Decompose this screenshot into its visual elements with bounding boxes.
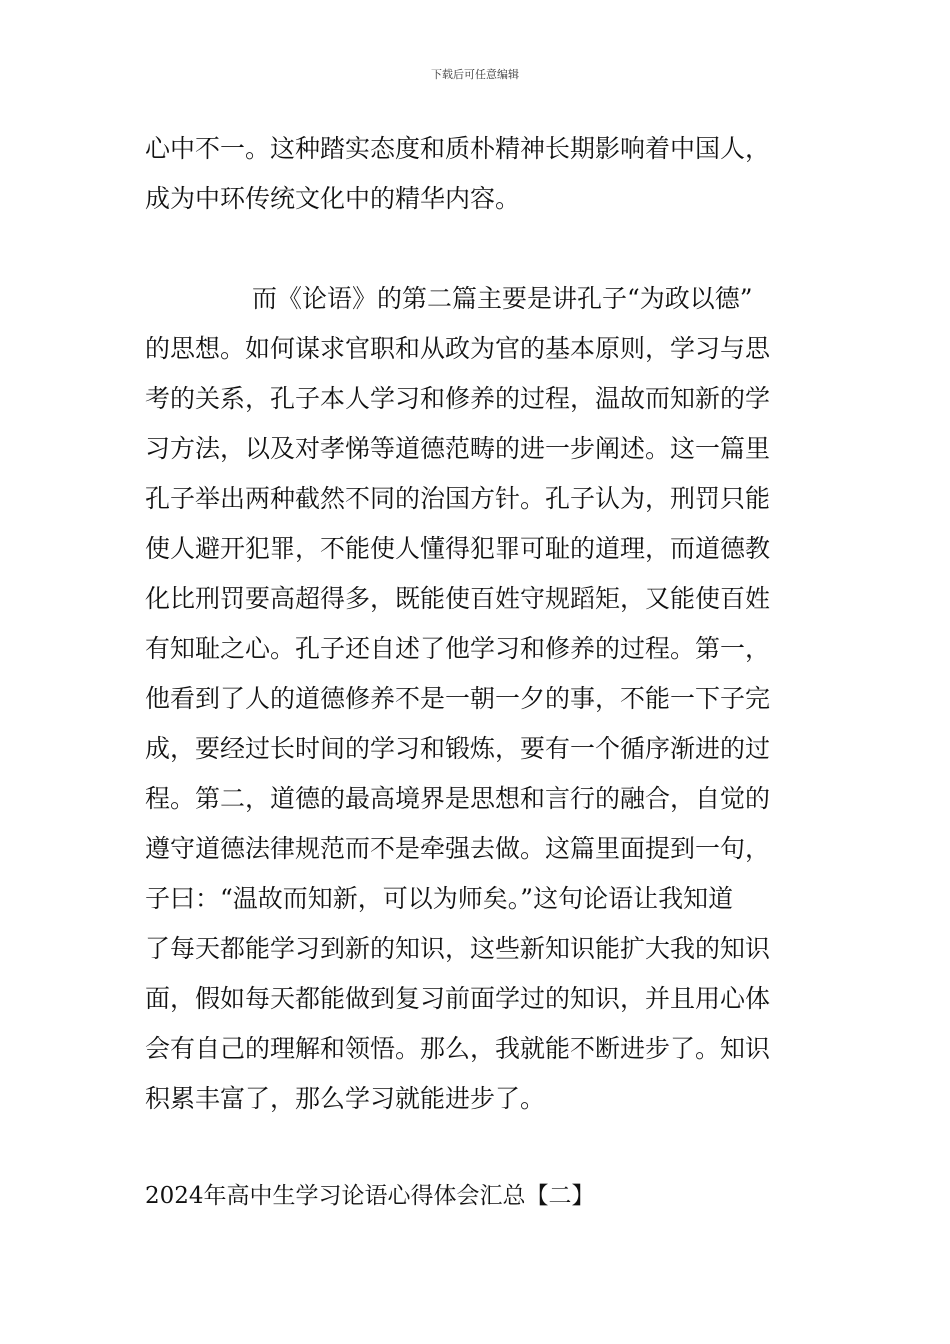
text-line: 成，要经过长时间的学习和锻炼，要有一个循序渐进的过: [145, 734, 771, 763]
text-line: 他看到了人的道德修养不是一朝一夕的事，不能一下子完: [145, 684, 771, 713]
text-line: 考的关系，孔子本人学习和修养的过程，温故而知新的学: [145, 384, 771, 413]
text-line: 会有自己的理解和领悟。那么，我就能不断进步了。知识: [145, 1034, 771, 1063]
paragraph-1: [145, 124, 807, 224]
section-heading: 2024年高中生学习论语心得体会汇总【二】: [145, 1183, 595, 1209]
text-line: 的思想。如何谋求官职和从政为官的基本原则，学习与思: [145, 334, 771, 363]
paragraph-2: [145, 274, 807, 1124]
text-line: 化比刑罚要高超得多，既能使百姓守规蹈矩，又能使百姓: [145, 584, 771, 613]
text-line: 遵守道德法律规范而不是牵强去做。这篇里面提到一句，: [145, 834, 771, 863]
text-line: 程。第二，道德的最高境界是思想和言行的融合，自觉的: [145, 784, 771, 813]
text-line: 使人避开犯罪，不能使人懂得犯罪可耻的道理，而道德教: [145, 534, 771, 563]
text-line: 孔子举出两种截然不同的治国方针。孔子认为，刑罚只能: [145, 484, 771, 513]
text-line: 有知耻之心。孔子还自述了他学习和修养的过程。第一，: [145, 634, 771, 663]
download-note: 下载后可任意编辑: [431, 68, 519, 81]
text-line: 成为中环传统文化中的精华内容。: [145, 184, 521, 213]
text-line: 面，假如每天都能做到复习前面学过的知识，并且用心体: [145, 984, 771, 1013]
text-line: 习方法，以及对孝悌等道德范畴的进一步阐述。这一篇里: [145, 434, 771, 463]
text-line: 了每天都能学习到新的知识，这些新知识能扩大我的知识: [145, 934, 771, 963]
text-line: 积累丰富了，那么学习就能进步了。: [145, 1084, 546, 1113]
text-line: 而《论语》的第二篇主要是讲孔子“为政以德”: [252, 284, 753, 313]
text-line: 心中不一。这种踏实态度和质朴精神长期影响着中国人，: [145, 134, 771, 163]
text-line: 子曰：“温故而知新，可以为师矣。”这句论语让我知道: [145, 884, 734, 913]
